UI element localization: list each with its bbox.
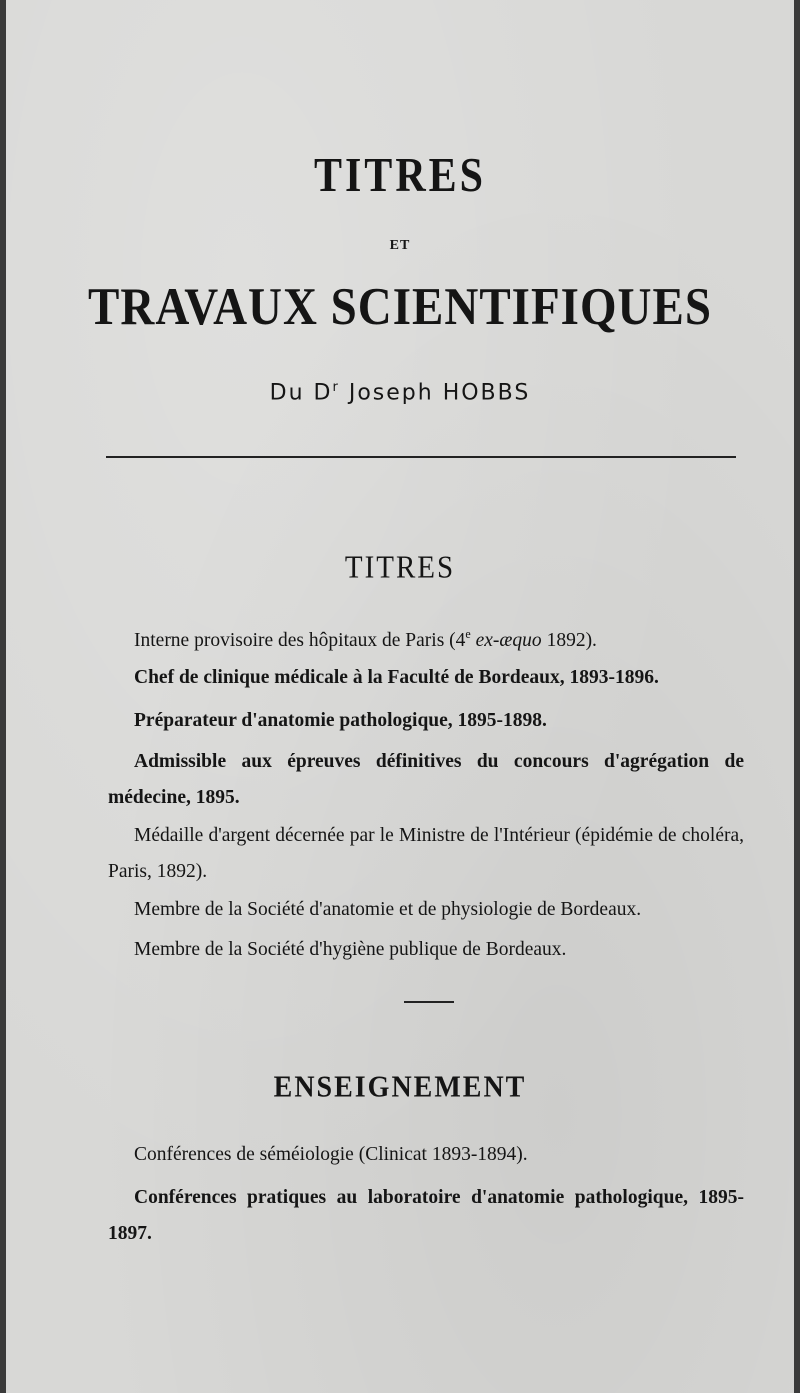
section-heading-titres: TITRES (344, 550, 456, 586)
document-subtitle: TRAVAUX SCIENTIFIQUES (88, 277, 712, 337)
author-title-sup: r (332, 380, 340, 395)
titres-item-3: Préparateur d'anatomie pathologique, 1895-1898. (134, 709, 547, 732)
author-prefix: Du D (269, 380, 333, 406)
document-page (6, 0, 794, 1393)
titres-item-7: Membre de la Société d'hygiène publique de Bordeaux. (134, 938, 567, 961)
titres-item-2: Chef de clinique médicale à la Faculté de Bordeaux, 1893-1896. (134, 666, 659, 689)
titres-item-1-em: ex-æquo (475, 629, 542, 652)
titres-item-1-text: Interne provisoire des hôpitaux de Paris (4 (134, 629, 466, 652)
titres-item-1-sup: e (465, 626, 471, 642)
titres-item-4: Admissible aux épreuves définitives du concours d'agrégation de médecine, 1895. (108, 750, 744, 809)
author-line (6, 380, 794, 405)
section-heading-enseignement: ENSEIGNEMENT (273, 1070, 527, 1105)
titres-item-6: Membre de la Société d'anatomie et de physiologie de Bordeaux. (134, 898, 642, 921)
enseignement-item-2: Conférences pratiques au laboratoire d'anatomie pathologique, 1895-1897. (108, 1186, 744, 1245)
titres-item-1-post: 1892). (541, 629, 597, 652)
document-title: TITRES (313, 149, 487, 203)
divider-rule (106, 456, 736, 458)
titres-item-1 (108, 616, 744, 659)
enseignement-item-1: Conférences de séméiologie (Clinicat 1893-1894). (134, 1143, 528, 1166)
short-divider-rule (404, 1001, 454, 1003)
author-name: Joseph HOBBS (348, 380, 531, 406)
titres-item-5: Médaille d'argent décernée par le Ministre de l'Intérieur (épidémie de choléra, Paris, 1892). (108, 824, 744, 883)
title-conjunction: ET (389, 238, 411, 253)
